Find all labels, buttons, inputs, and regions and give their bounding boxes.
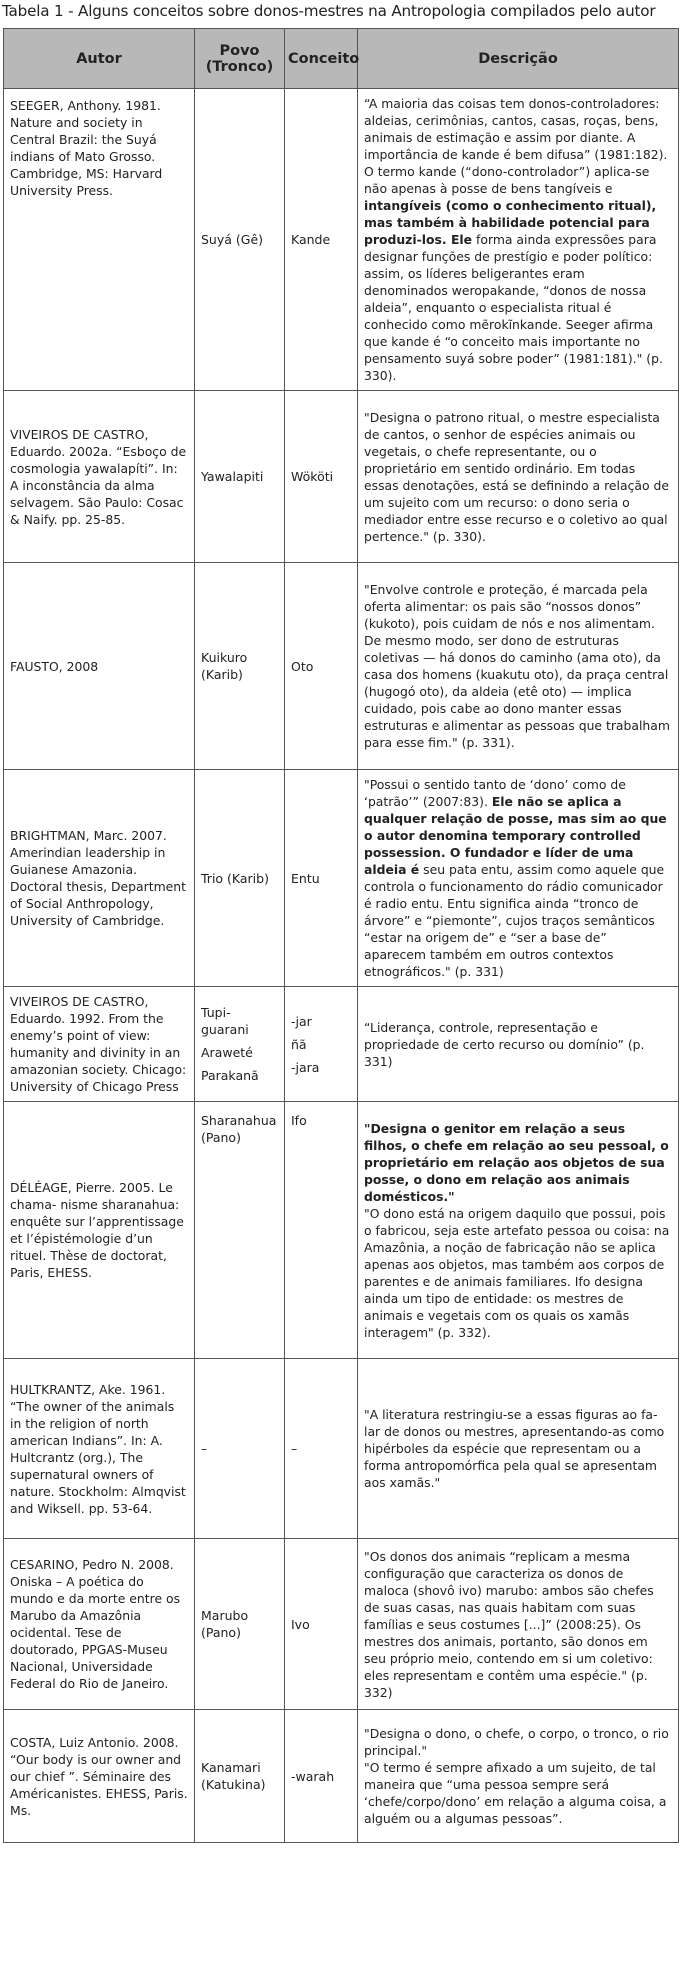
autor-cell: HULTKRANTZ, Ake. 1961. “The owner of the animals in the religion of north american Indians”. In: A. Hultcrantz (org.), The supernatural owners of nature. Stockholm: Almqvist and Wiksell. pp. 53-64.: [4, 1359, 195, 1539]
autor-cell: COSTA, Luiz Antonio. 2008. “Our body is our owner and our chief ”. Séminaire des Américanistes. EHESS, Paris. Ms.: [4, 1710, 195, 1843]
povo-item: Parakanã: [201, 1068, 259, 1083]
descricao-text: “A maioria das coisas tem donos-controladores: aldeias, cerimônias, cantos, casas, roças, bens, animais de estimação e assim por diante. A importância de kande é bem difusa” (1981:182). O termo kande (“dono-controlador”) aplica-se não apenas à posse de bens tangíveis e: [364, 96, 668, 196]
autor-cell: CESARINO, Pedro N. 2008. Oniska – A poética do mundo e da morte entre os Marubo da Amazônia ocidental. Tese de doutorado, PPGAS-Museu Nacional, Universidade Federal do Rio de Janeiro.: [4, 1539, 195, 1710]
header-conceito: Conceito: [285, 29, 358, 89]
descricao-cell: “Liderança, controle, representação e propriedade de certo recurso ou domínio” (p. 331): [358, 987, 679, 1102]
table-row: [4, 770, 679, 987]
descricao-text: "O dono está na origem daquilo que possui, pois o fabricou, seja este artefato pessoa ou coisa: na Amazônia, a noção de fabricação não se aplica apenas aos objetos, mas também aos corpos de parentes e de animais familiares. Ifo designa ainda um tipo de entidade: os mestres de animais e vegetais com os quais os xamãs interagem" (p. 332).: [364, 1205, 670, 1340]
autor-cell: DÉLÉAGE, Pierre. 2005. Le chama- nisme sharanahua: enquête sur l’apprentissage et l’épistémologie d’un rituel. Thèse de doctorat, Paris, EHESS.: [4, 1102, 195, 1359]
concepts-table: [3, 28, 679, 1843]
descricao-cell: "Envolve controle e proteção, é marcada pela oferta alimentar: os pais são “nossos donos” (kukoto), pois cuidam de nós e nos alimentam. De mesmo modo, ser dono de estruturas coletivas — há donos do caminho (ama oto), da casa dos homens (kuakutu oto), da praça central (hugogó oto), da aldeia (etê oto) — implica cuidado, pois cabe ao dono manter essas estruturas e alimentar as pessoas que trabalham para esse fim." (p. 331).: [358, 563, 679, 770]
conceito-item: -jar: [291, 1013, 312, 1029]
table-row: [4, 391, 679, 563]
descricao-cell: [358, 1102, 679, 1359]
descricao-cell: "Designa o patrono ritual, o mestre especialista de cantos, o senhor de espécies animais ou vegetais, o chefe representante, ou o proprietário em sentido ordinário. Em todas essas denotações, está se definindo a relação de um sujeito com um recurso: o dono seria o mediador entre esse recurso e o coletivo ao qual pertence." (p. 330).: [358, 391, 679, 563]
descricao-cell: "Os donos dos animais “replicam a mesma configuração que caracteriza os donos de maloca (shovô ivo) marubo: ambos são chefes de suas casas, nas quais habitam com suas famílias e seus costumes [...]” (2008:25). Os mestres dos animais, portanto, são donos em seu próprio meio, contendo em si um coletivo: eles representam e contêm uma espécie." (p. 332): [358, 1539, 679, 1710]
povo-cell: –: [195, 1359, 285, 1539]
povo-cell: Kuikuro (Karib): [195, 563, 285, 770]
descricao-cell: "A literatura restringiu-se a essas figuras ao fa-lar de donos ou mestres, apresentando-as como hipérboles da espécie que representam ou a forma antropomórfica pela qual se apresentam aos xamãs.": [358, 1359, 679, 1539]
descricao-cell: [358, 1710, 679, 1843]
header-descricao: Descrição: [358, 29, 679, 89]
autor-cell: VIVEIROS DE CASTRO, Eduardo. 2002a. “Esboço de cosmologia yawalapíti”. In: A inconstância da alma selvagem. São Paulo: Cosac & Naify. pp. 25-85.: [4, 391, 195, 563]
conceito-cell: Ivo: [285, 1539, 358, 1710]
header-row: [4, 29, 679, 89]
descricao-cell: [358, 770, 679, 987]
povo-cell: [195, 987, 285, 1102]
conceito-cell: [285, 987, 358, 1102]
table-row: [4, 1102, 679, 1359]
conceito-cell: –: [285, 1359, 358, 1539]
povo-item: Araweté: [201, 1045, 253, 1060]
autor-cell: FAUSTO, 2008: [4, 563, 195, 770]
autor-cell: SEEGER, Anthony. 1981. Nature and society in Central Brazil: the Suyá indians of Mato Grosso. Cambridge, MS: Harvard University Press.: [4, 89, 195, 391]
descricao-text: "Designa o dono, o chefe, o corpo, o tronco, o rio principal.": [364, 1726, 669, 1758]
descricao-text: "Possui o sentido tanto de ‘dono’ como de ‘patrão’” (2007:83).: [364, 777, 626, 809]
table-row: [4, 1359, 679, 1539]
conceito-cell: -warah: [285, 1710, 358, 1843]
povo-cell: Marubo (Pano): [195, 1539, 285, 1710]
descricao-text: forma ainda expressões para designar funções de prestígio e poder político: assim, os líderes beligerantes eram denominados weropakande, “donos de nossa aldeia”, enquanto o especialista ritual é conhecido como mẽrokĩnkande. Seeger afirma que kande é “o conceito mais importante no pensamento suyá sobre poder” (1981:181)." (p. 330).: [364, 232, 663, 383]
descricao-bold-text: intangíveis (como o conhecimento ritual), mas também à habilidade potencial para produzi-los. Ele: [364, 198, 657, 247]
table-row: [4, 987, 679, 1102]
descricao-text: "O termo é sempre afixado a um sujeito, de tal maneira que “uma pessoa sempre será ‘chefe/corpo/dono’ em relação a alguma coisa, a alguém ou a algumas pessoas”.: [364, 1760, 667, 1826]
povo-cell: Sharanahua (Pano): [195, 1102, 285, 1359]
descricao-bold-text: "Designa o genitor em relação a seus filhos, o chefe em relação ao seu pessoal, o proprietário em relação aos objetos de sua posse, o dono em relação aos animais domésticos.": [364, 1120, 669, 1204]
autor-cell: BRIGHTMAN, Marc. 2007. Amerindian leadership in Guianese Amazonia. Doctoral thesis, Department of Social Anthropology, University of Cambridge.: [4, 770, 195, 987]
conceito-cell: Wököti: [285, 391, 358, 563]
conceito-cell: Oto: [285, 563, 358, 770]
table-row: [4, 1539, 679, 1710]
autor-cell: VIVEIROS DE CASTRO, Eduardo. 1992. From the enemy’s point of view: humanity and divinity in an amazonian society. Chicago: University of Chicago Press: [4, 987, 195, 1102]
table-row: [4, 89, 679, 391]
header-autor: Autor: [4, 29, 195, 89]
conceito-cell: Entu: [285, 770, 358, 987]
header-povo: Povo (Tronco): [195, 29, 285, 89]
conceito-item: -jara: [291, 1059, 320, 1075]
conceito-cell: Ifo: [285, 1102, 358, 1359]
povo-cell: Suyá (Gê): [195, 89, 285, 391]
descricao-text: seu pata entu, assim como aquele que controla o funcionamento do rádio comunicador é radio entu. Entu significa ainda “tronco de árvore” e “piemonte”, cujos traços semânticos “estar na origem de” e “ser a base de” aparecem também em outros contextos etnográficos." (p. 331): [364, 862, 665, 979]
povo-item: Tupi-guarani: [201, 1005, 249, 1037]
descricao-bold-text: Ele não se aplica a qualquer relação de posse, mas sim ao que o autor denomina temporary controlled possession. O fundador e líder de uma aldeia é: [364, 794, 667, 877]
table-caption: Tabela 1 - Alguns conceitos sobre donos-mestres na Antropologia compilados pelo autor: [2, 2, 656, 20]
povo-cell: Kanamari (Katukina): [195, 1710, 285, 1843]
table-row: [4, 563, 679, 770]
conceito-cell: Kande: [285, 89, 358, 391]
table-row: [4, 1710, 679, 1843]
descricao-cell: [358, 89, 679, 391]
povo-cell: Yawalapiti: [195, 391, 285, 563]
conceito-item: ñã: [291, 1036, 307, 1052]
povo-cell: Trio (Karib): [195, 770, 285, 987]
